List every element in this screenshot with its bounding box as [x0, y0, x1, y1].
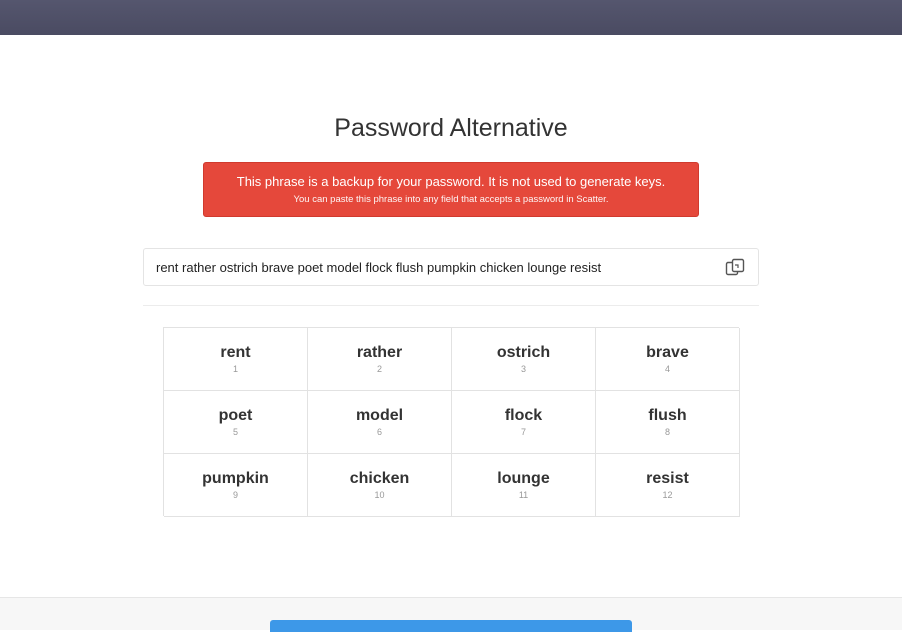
word-label: resist — [646, 470, 689, 487]
word-grid — [163, 327, 739, 516]
continue-button[interactable] — [270, 620, 632, 632]
word-label: ostrich — [496, 344, 551, 361]
word-label: rather — [356, 344, 403, 361]
word-label: poet — [218, 407, 253, 424]
word-label: rent — [220, 344, 251, 361]
word-cell — [308, 391, 452, 454]
word-label: lounge — [497, 470, 550, 487]
word-cell — [596, 454, 740, 517]
alert-message: This phrase is a backup for your password. It is not used to generate keys. — [236, 174, 666, 189]
warning-alert — [203, 162, 699, 217]
word-index: 4 — [664, 364, 670, 374]
word-cell — [164, 328, 308, 391]
copy-icon[interactable] — [724, 257, 746, 277]
word-cell — [452, 454, 596, 517]
word-index: 11 — [518, 490, 529, 500]
word-index: 10 — [374, 490, 385, 500]
word-cell — [308, 454, 452, 517]
alert-submessage: You can paste this phrase into any field that accepts a password in Scatter. — [293, 194, 609, 205]
word-label: flock — [504, 407, 543, 424]
word-cell — [596, 391, 740, 454]
word-index: 1 — [232, 364, 238, 374]
word-index: 2 — [376, 364, 382, 374]
word-cell — [164, 391, 308, 454]
footer-bar — [0, 597, 902, 630]
word-index: 6 — [376, 427, 382, 437]
word-cell — [596, 328, 740, 391]
phrase-text[interactable]: rent rather ostrich brave poet model flock flush pumpkin chicken lounge resist — [156, 260, 602, 275]
word-label: chicken — [349, 470, 410, 487]
word-index: 5 — [232, 427, 238, 437]
page-title: Password Alternative — [334, 114, 568, 142]
word-label: brave — [646, 344, 689, 361]
word-index: 8 — [664, 427, 670, 437]
word-label: flush — [648, 407, 687, 424]
phrase-field[interactable] — [143, 248, 759, 286]
word-index: 9 — [232, 490, 238, 500]
word-cell — [308, 328, 452, 391]
word-cell — [452, 391, 596, 454]
word-index: 7 — [520, 427, 526, 437]
word-label: pumpkin — [202, 470, 269, 487]
word-label: model — [355, 407, 404, 424]
word-index: 12 — [662, 490, 673, 500]
word-cell — [164, 454, 308, 517]
word-cell — [452, 328, 596, 391]
word-index: 3 — [520, 364, 526, 374]
top-bar — [0, 0, 902, 35]
divider — [143, 305, 759, 306]
